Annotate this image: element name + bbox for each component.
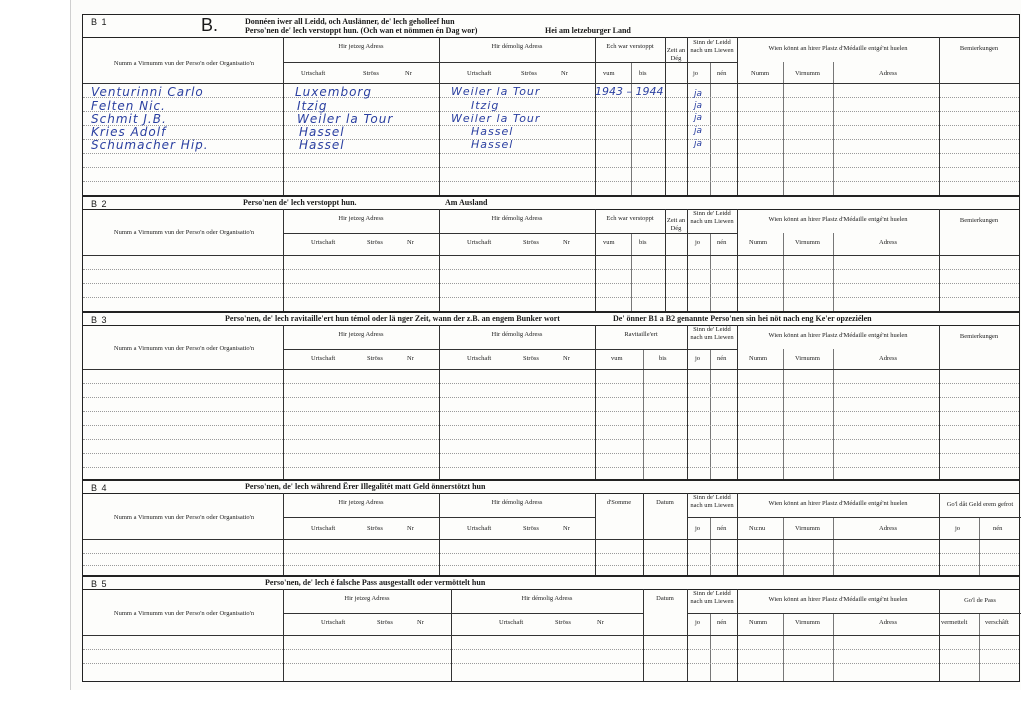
entry-name: Kries Adolf (91, 125, 167, 139)
sub-virnumm: Virnumm (795, 355, 820, 362)
sub-stross: Ströss (367, 355, 383, 362)
section-title-region: Hei am letzeburger Land (545, 26, 631, 35)
sub-nr: Nr (563, 239, 570, 246)
section-id: B 4 (91, 483, 108, 493)
col-current-address-header: Hir jetzeg Adress (338, 43, 384, 50)
col-former-address-header: Hir démolig Adress (491, 499, 543, 506)
sub-urtschaft: Urtschaft (311, 355, 336, 362)
entry-alive-yes: ja (694, 139, 703, 149)
sub-urtschaft: Urtschaft (467, 525, 492, 532)
sub-issued: verschâft (985, 619, 1009, 626)
col-alive-header: Sinn de' Leidd nach um Liewen (690, 39, 734, 54)
entry-name: Venturinni Carlo (91, 85, 204, 99)
section-title-region: Am Ausland (445, 198, 488, 207)
sub-from: vum (603, 70, 615, 77)
entry-name: Schmit J.B. (91, 112, 167, 126)
section-id: B 2 (91, 199, 108, 209)
col-remarks-header: Bemierkungen (959, 333, 999, 340)
sub-urtschaft: Urtschaft (311, 525, 336, 532)
sub-numm: Nu:nu (749, 525, 766, 532)
col-time-header: Zeit an Dég (666, 217, 686, 232)
entry-former-address: Hassel (471, 138, 514, 151)
entry-alive-yes: ja (694, 89, 703, 99)
sub-nr: Nr (405, 70, 412, 77)
col-hidden-header: Ech war verstoppt (606, 43, 654, 50)
sub-urtschaft: Urtschaft (301, 70, 326, 77)
col-current-address-header: Hir jetzeg Adress (338, 215, 384, 222)
sub-adress: Adress (879, 525, 898, 532)
sub-stross: Ströss (521, 70, 537, 77)
sub-nr: Nr (561, 70, 568, 77)
section-b2 (82, 196, 1020, 312)
col-alive-header: Sinn de' Leidd nach um Liewen (690, 494, 734, 509)
section-title: Perso'nen, de' lech während Ërer Illegalitét matt Geld önnerstötzt hun (245, 482, 486, 491)
col-remarks-header: Bemierkungen (959, 217, 999, 224)
sub-to: bis (639, 70, 647, 77)
col-name-header: Numm a Virnumm vun der Perso'n oder Organisatio'n (113, 60, 255, 67)
sub-to: bis (639, 239, 647, 246)
sub-yes: jo (695, 525, 701, 532)
sub-to: bis (659, 355, 667, 362)
sub-urtschaft: Urtschaft (321, 619, 346, 626)
sub-yes: jo (955, 525, 961, 532)
entry-former-address: Itzig (471, 99, 500, 112)
col-former-address-header: Hir démolig Adress (491, 331, 543, 338)
sub-stross: Ströss (367, 239, 383, 246)
sub-urtschaft: Urtschaft (499, 619, 524, 626)
sub-yes: jo (695, 355, 701, 362)
sub-stross: Ströss (523, 355, 539, 362)
section-title: Perso'nen, de' lech ravitaille'ert hun témol oder lä nger Zeit, wann der z.B. an engem Bunker wort (225, 314, 560, 323)
section-title-line1: Donnéen iwer all Leidd, och Auslänner, de' lech geholleef hun (245, 17, 455, 26)
sub-yes: jo (693, 70, 699, 77)
col-medal-header: Wien könnt an hirer Plastz d'Médaille entgé'nt huelen (768, 332, 908, 339)
sub-yes: jo (695, 239, 701, 246)
sub-nr: Nr (407, 525, 414, 532)
sub-urtschaft: Urtschaft (311, 239, 336, 246)
col-date-header: Datum (656, 595, 674, 602)
sub-numm: Numm (749, 239, 768, 246)
col-name-header: Numm a Virnumm vun der Perso'n oder Organisatio'n (113, 610, 255, 617)
section-b5 (82, 576, 1020, 682)
section-b4 (82, 480, 1020, 576)
entry-former-address: Weiler la Tour (451, 112, 541, 125)
entry-hidden-period: 1943 – 1944 (595, 85, 664, 98)
entry-current-address: Hassel (299, 125, 345, 139)
sub-stross: Ströss (523, 239, 539, 246)
sub-numm: Numm (749, 619, 768, 626)
sub-virnumm: Virnumm (795, 619, 820, 626)
sub-adress: Adress (879, 70, 898, 77)
sub-no: nén (717, 70, 727, 77)
col-former-address-header: Hir démolig Adress (491, 43, 543, 50)
col-alive-header: Sinn de' Leidd nach um Liewen (690, 590, 734, 605)
entry-name: Felten Nic. (91, 99, 166, 113)
sub-stross: Ströss (367, 525, 383, 532)
sub-nr: Nr (407, 239, 414, 246)
sub-no: nén (717, 525, 727, 532)
sub-virnumm: Virnumm (795, 239, 820, 246)
col-date-header: Datum (656, 499, 674, 506)
sub-nr: Nr (563, 355, 570, 362)
sub-adress: Adress (879, 355, 898, 362)
sub-arranged: vermettelt (941, 619, 968, 626)
sub-stross: Ströss (377, 619, 393, 626)
col-former-address-header: Hir démolig Adress (491, 215, 543, 222)
section-id: B 1 (91, 17, 108, 27)
col-name-header: Numm a Virnumm vun der Perso'n oder Organisatio'n (113, 229, 255, 236)
sub-numm: Numm (751, 70, 770, 77)
col-sum-header: d'Somme (606, 499, 632, 506)
col-time-header: Zeit an Dég (666, 47, 686, 62)
sub-urtschaft: Urtschaft (467, 239, 492, 246)
sub-nr: Nr (407, 355, 414, 362)
entry-alive-yes: ja (694, 113, 703, 123)
section-title: Perso'nen de' lech verstoppt hun. (243, 198, 357, 207)
entry-current-address: Hassel (299, 138, 345, 152)
sub-nr: Nr (597, 619, 604, 626)
entry-name: Schumacher Hip. (91, 138, 209, 152)
section-title-line2: Perso'nen de' lech verstoppt hun. (Och wan et nömmen én Dag wor) (245, 26, 478, 35)
section-b3 (82, 312, 1020, 480)
section-id: B 3 (91, 315, 108, 325)
entry-former-address: Weiler la Tour (451, 85, 541, 98)
sub-stross: Ströss (523, 525, 539, 532)
sub-from: vum (603, 239, 615, 246)
sub-from: vum (611, 355, 623, 362)
sub-virnumm: Virnumm (795, 70, 820, 77)
col-medal-header: Wien könnt an hirer Plastz d'Médaille entgé'nt huelen (768, 500, 908, 507)
col-current-address-header: Hir jetzeg Adress (338, 331, 384, 338)
col-current-address-header: Hir jetzeg Adress (344, 595, 390, 602)
section-title: Perso'nen, de' lech é falsche Pass ausgestallt oder vermöttelt hun (265, 578, 486, 587)
col-medal-header: Wien könnt an hirer Plastz d'Médaille entgé'nt huelen (768, 45, 908, 52)
col-alive-header: Sinn de' Leidd nach um Liewen (690, 210, 734, 225)
sub-urtschaft: Urtschaft (467, 70, 492, 77)
form-letter: B. (201, 15, 219, 35)
sub-nr: Nr (563, 525, 570, 532)
entry-current-address: Luxemborg (295, 85, 372, 99)
entry-current-address: Itzig (297, 99, 328, 113)
col-medal-header: Wien könnt an hirer Plastz d'Médaille entgé'nt huelen (768, 216, 908, 223)
sub-adress: Adress (879, 239, 898, 246)
col-money-returned-header: Go'l dât Geld erem gefrot (946, 501, 1014, 508)
col-pass-header: Go'l de Pass (964, 597, 996, 604)
sub-no: nén (993, 525, 1003, 532)
col-supplied-header: Ravitaille'ert (624, 331, 658, 338)
section-id: B 5 (91, 579, 108, 589)
sub-stross: Ströss (555, 619, 571, 626)
sub-no: nén (717, 619, 727, 626)
sub-no: nén (717, 239, 727, 246)
section-note: De' önner B1 a B2 genannte Perso'nen sin hei nöt nach eng Ke'er opzeziélen (613, 314, 872, 323)
sub-virnumm: Virnumm (795, 525, 820, 532)
entry-alive-yes: ja (694, 101, 703, 111)
col-hidden-header: Ech war verstoppt (606, 215, 654, 222)
col-former-address-header: Hir démolig Adress (521, 595, 573, 602)
sub-adress: Adress (879, 619, 898, 626)
col-medal-header: Wien könnt an hirer Plastz d'Médaille entgé'nt huelen (768, 596, 908, 603)
col-name-header: Numm a Virnumm vun der Perso'n oder Organisatio'n (113, 514, 255, 521)
col-remarks-header: Bemierkungen (959, 45, 999, 52)
entry-alive-yes: ja (694, 126, 703, 136)
sub-no: nén (717, 355, 727, 362)
col-name-header: Numm a Virnumm vun der Perso'n oder Organisatio'n (113, 345, 255, 352)
sub-yes: jo (695, 619, 701, 626)
col-current-address-header: Hir jetzeg Adress (338, 499, 384, 506)
col-alive-header: Sinn de' Leidd nach um Liewen (690, 326, 734, 341)
sub-numm: Numm (749, 355, 768, 362)
sub-nr: Nr (417, 619, 424, 626)
section-b1 (82, 14, 1020, 196)
entry-former-address: Hassel (471, 125, 514, 138)
sub-stross: Ströss (363, 70, 379, 77)
entry-current-address: Weiler la Tour (297, 112, 394, 126)
sub-urtschaft: Urtschaft (467, 355, 492, 362)
